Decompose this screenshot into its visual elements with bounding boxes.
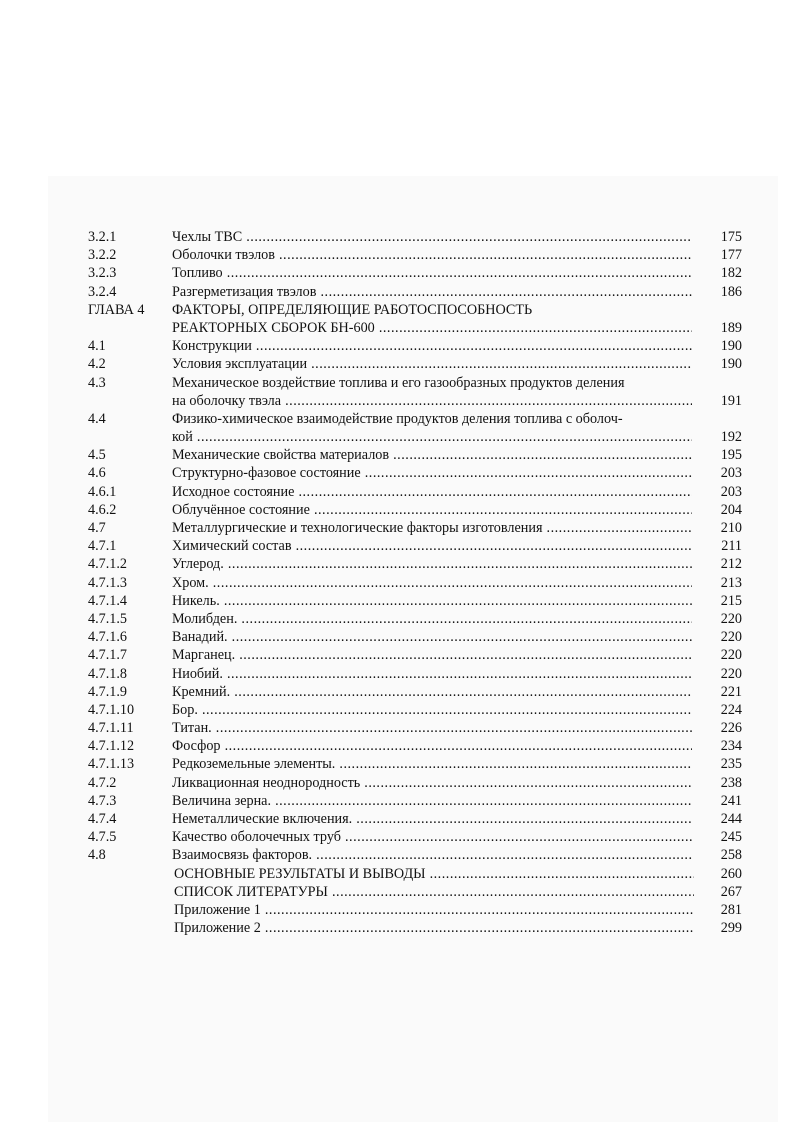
toc-row (88, 337, 748, 355)
toc-row (88, 228, 748, 246)
section-number: 4.7.1.13 (88, 756, 135, 773)
toc-entry (88, 755, 748, 773)
toc-entry (88, 592, 748, 610)
toc-entry (88, 410, 748, 446)
page-number: 241 (720, 792, 742, 809)
section-number: 4.4 (88, 410, 106, 427)
toc-entry (88, 610, 748, 628)
section-number: 4.7.5 (88, 829, 117, 846)
page-number: 281 (720, 901, 742, 918)
page-number: 213 (720, 574, 742, 591)
toc-row (88, 464, 748, 482)
section-title: Чехлы ТВС ..... (172, 228, 692, 246)
toc-row (88, 865, 748, 883)
section-number: 4.7.1 (88, 538, 117, 555)
toc-row (88, 519, 748, 537)
page-number: 204 (720, 501, 742, 518)
toc-row (88, 410, 748, 428)
section-title: Ликвационная неоднородность ..... (172, 774, 692, 792)
toc-entry (88, 555, 748, 573)
page-number: 191 (720, 392, 742, 409)
toc-entry (88, 301, 748, 337)
toc-row (88, 810, 748, 828)
section-number: 4.7 (88, 520, 106, 536)
toc-row (88, 264, 748, 282)
page-number: 220 (720, 610, 742, 627)
section-title: Разгерметизация твэлов ..... (172, 283, 692, 301)
section-number: 4.1 (88, 338, 106, 355)
page-number: 221 (720, 683, 742, 700)
toc-entry (88, 828, 748, 846)
toc-entry (88, 701, 748, 719)
page-number: 220 (720, 629, 742, 646)
toc-row (88, 774, 748, 792)
page-number: 260 (720, 865, 742, 882)
toc-row (88, 574, 748, 592)
page-number: 195 (720, 447, 742, 464)
toc-entry (88, 355, 748, 373)
section-title: СПИСОК ЛИТЕРАТУРЫ ..... (174, 883, 694, 901)
section-title: Бор. ..... (172, 701, 692, 719)
section-title: на оболочку твэла ..... (172, 392, 692, 410)
toc-row (88, 374, 748, 392)
page-number: 211 (721, 538, 742, 555)
toc-entry (88, 519, 748, 537)
toc-entry (88, 792, 748, 810)
toc-entry (88, 665, 748, 683)
toc-entry (88, 683, 748, 701)
toc-row (88, 628, 748, 646)
section-number: 4.3 (88, 374, 106, 391)
toc-row (88, 719, 748, 737)
page-number: 244 (720, 811, 742, 827)
section-number: 4.7.1.3 (88, 574, 128, 591)
toc-entry (88, 228, 748, 246)
page-number: 210 (720, 520, 742, 536)
toc-row (88, 901, 748, 919)
page-number: 182 (720, 265, 742, 282)
page-number: 234 (720, 738, 742, 755)
section-title: Приложение 2 ..... (174, 919, 694, 937)
section-title: Конструкции ..... (172, 337, 692, 355)
section-number: 4.7.3 (88, 792, 117, 809)
toc-row (88, 883, 748, 901)
section-title: Ванадий. ..... (172, 628, 692, 646)
toc-row (88, 483, 748, 501)
toc-row (88, 355, 748, 373)
section-title: Механические свойства материалов ..... (172, 446, 692, 464)
section-title: Кремний. ..... (172, 683, 692, 701)
toc-entry (88, 737, 748, 755)
toc-row (88, 283, 748, 301)
section-number: 4.8 (88, 847, 106, 864)
page-number: 190 (720, 338, 742, 355)
toc-row (88, 737, 748, 755)
page-number: 226 (720, 720, 742, 737)
page-number: 177 (720, 247, 742, 264)
section-title: Физико-химическое взаимодействие продуктов деления топлива с оболоч- (172, 410, 623, 427)
section-title: Качество оболочечных труб ..... (172, 828, 692, 846)
toc-row (88, 755, 748, 773)
page-number: 245 (720, 829, 742, 846)
toc-entry (88, 464, 748, 482)
page-number: 189 (720, 319, 742, 336)
page-number: 215 (720, 592, 742, 609)
page-number: 203 (720, 465, 742, 482)
toc-row (88, 392, 748, 410)
section-title: Приложение 1 ..... (174, 901, 694, 919)
section-number: 4.7.1.7 (88, 647, 128, 664)
toc-entry (88, 246, 748, 264)
section-title: Редкоземельные элементы. ..... (172, 755, 692, 773)
toc-entry (88, 628, 748, 646)
section-title: Оболочки твэлов ..... (172, 246, 692, 264)
section-title: Топливо ..... (172, 264, 692, 282)
toc-entry (88, 865, 748, 883)
page-number: 258 (720, 847, 742, 864)
section-number: 3.2.2 (88, 247, 117, 264)
section-number: 3.2.4 (88, 283, 117, 300)
section-number: 4.6 (88, 465, 106, 482)
toc-row (88, 501, 748, 519)
toc-row (88, 610, 748, 628)
section-title: РЕАКТОРНЫХ СБОРОК БН-600 ..... (172, 319, 692, 337)
toc-entry (88, 719, 748, 737)
section-title: кой ..... (172, 428, 692, 446)
toc-entry (88, 646, 748, 664)
page-number: 220 (720, 665, 742, 682)
section-number: 4.5 (88, 447, 106, 464)
toc-row (88, 919, 748, 937)
section-title: Металлургические и технологические факторы изготовления ..... (172, 519, 692, 537)
toc-row (88, 683, 748, 701)
page-number: 190 (720, 356, 742, 373)
page-number: 212 (720, 556, 742, 573)
section-title: Облучённое состояние ..... (172, 501, 692, 519)
toc-row (88, 646, 748, 664)
toc-entry (88, 283, 748, 301)
section-number: 4.7.1.5 (88, 610, 128, 627)
section-number: 4.7.1.12 (88, 738, 135, 755)
section-title: Углерод. ..... (172, 555, 692, 573)
toc-row (88, 701, 748, 719)
section-number: 4.7.2 (88, 774, 117, 791)
page-number: 235 (720, 756, 742, 773)
section-number: 4.6.2 (88, 501, 117, 518)
section-title: Структурно-фазовое состояние ..... (172, 464, 692, 482)
section-title: Ниобий. ..... (172, 665, 692, 683)
toc-entry (88, 337, 748, 355)
toc-row (88, 846, 748, 864)
table-of-contents (88, 228, 748, 937)
toc-entry (88, 574, 748, 592)
section-number: 4.7.1.10 (88, 701, 135, 718)
page-number: 220 (720, 647, 742, 664)
section-title: Неметаллические включения. ..... (172, 810, 692, 828)
section-title: Никель. ..... (172, 592, 692, 610)
section-title: Фосфор ..... (172, 737, 692, 755)
toc-row (88, 665, 748, 683)
section-number: 4.6.1 (88, 483, 117, 500)
section-title: ОСНОВНЫЕ РЕЗУЛЬТАТЫ И ВЫВОДЫ ..... (174, 865, 694, 883)
page-number: 203 (720, 483, 742, 500)
toc-row (88, 428, 748, 446)
toc-row (88, 246, 748, 264)
section-title: Титан. ..... (172, 719, 692, 737)
toc-entry (88, 919, 748, 937)
section-number: 4.7.1.2 (88, 556, 128, 573)
section-title: Условия эксплуатации ..... (172, 355, 692, 373)
toc-entry (88, 774, 748, 792)
section-title: Молибден. ..... (172, 610, 692, 628)
page-number: 267 (720, 883, 742, 900)
section-number: 4.7.1.6 (88, 629, 128, 646)
toc-entry (88, 846, 748, 864)
toc-entry (88, 810, 748, 828)
page-number: 175 (720, 229, 742, 245)
toc-entry (88, 374, 748, 410)
section-title: ФАКТОРЫ, ОПРЕДЕЛЯЮЩИЕ РАБОТОСПОСОБНОСТЬ (172, 301, 533, 318)
section-title: Химический состав ..... (172, 537, 692, 555)
toc-entry (88, 901, 748, 919)
section-title: Марганец. ..... (172, 646, 692, 664)
toc-entry (88, 483, 748, 501)
toc-entry (88, 501, 748, 519)
toc-row (88, 828, 748, 846)
toc-row (88, 446, 748, 464)
toc-row (88, 319, 748, 337)
section-title: Взаимосвязь факторов. ..... (172, 846, 692, 864)
section-title: Величина зерна. ..... (172, 792, 692, 810)
toc-entry (88, 264, 748, 282)
section-number: 4.7.1.8 (88, 665, 128, 682)
toc-entry (88, 446, 748, 464)
toc-row (88, 555, 748, 573)
section-number: 3.2.3 (88, 265, 117, 282)
section-number: 4.7.1.9 (88, 683, 128, 700)
toc-entry (88, 537, 748, 555)
toc-row (88, 537, 748, 555)
section-title: Хром. ..... (172, 574, 692, 592)
page-number: 299 (720, 920, 742, 937)
toc-row (88, 792, 748, 810)
section-number: 3.2.1 (88, 229, 117, 245)
section-title: Механическое воздействие топлива и его газообразных продуктов деления (172, 374, 625, 391)
section-number: 4.7.1.4 (88, 592, 128, 609)
toc-row (88, 301, 748, 319)
page-number: 224 (720, 701, 742, 718)
section-number: 4.2 (88, 356, 106, 373)
section-number: ГЛАВА 4 (88, 301, 145, 318)
section-title: Исходное состояние ..... (172, 483, 692, 501)
toc-entry (88, 883, 748, 901)
section-number: 4.7.4 (88, 811, 117, 827)
page-number: 238 (720, 774, 742, 791)
section-number: 4.7.1.11 (88, 720, 134, 737)
page-number: 192 (720, 429, 742, 446)
toc-row (88, 592, 748, 610)
page-number: 186 (720, 283, 742, 300)
